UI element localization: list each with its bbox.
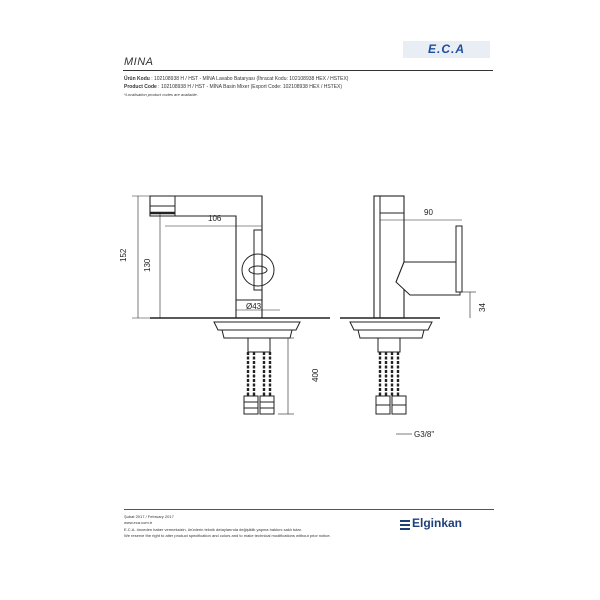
side-view	[340, 196, 476, 434]
spec-label-en: Product Code	[124, 84, 157, 90]
spec-label-tr: Ürün Kodu	[124, 76, 150, 82]
footer-disclaimer-en: We reserve the right to alter product specification and colors and to make technical modifications without prior notice.	[124, 533, 331, 538]
model-title: MINA	[124, 56, 154, 68]
dim-height-spout: 130	[143, 258, 152, 272]
elginkan-brand: Elginkan	[412, 516, 463, 530]
footer-date: Şubat 2017 / February 2017	[124, 514, 174, 519]
dim-side-reach: 90	[424, 208, 433, 217]
front-view	[132, 196, 330, 414]
dim-spout-reach: 106	[208, 214, 222, 223]
dim-diameter: Ø43	[246, 302, 262, 311]
dim-hose-length: 400	[311, 368, 320, 382]
dim-thread: G3/8"	[414, 430, 435, 439]
footer-website: www.eca.com.tr	[124, 520, 153, 525]
footer-divider	[124, 509, 494, 510]
footer-disclaimer-tr: E.C.A. önceden haber vermeksizin, ürünlerin teknik detaylarında değişiklik yapma hakkını saklı tutar.	[124, 527, 302, 532]
dim-side-base: 34	[478, 303, 487, 312]
spec-note: *Localisation product codes are available.	[124, 92, 198, 97]
spec-value-en: : 102108938 H / HST - MİNA Basin Mixer (Export Code: 102108938 HEX / HSTEX)	[158, 84, 343, 90]
elginkan-mark-icon	[400, 520, 410, 530]
eca-logo: E.C.A	[427, 42, 465, 56]
spec-value-tr: : 102108938 H / HST - MİNA Lavabo Bataryası (İhracat Kodu: 102108938 HEX / HSTEX)	[151, 76, 349, 82]
dim-height-total: 152	[119, 248, 128, 262]
